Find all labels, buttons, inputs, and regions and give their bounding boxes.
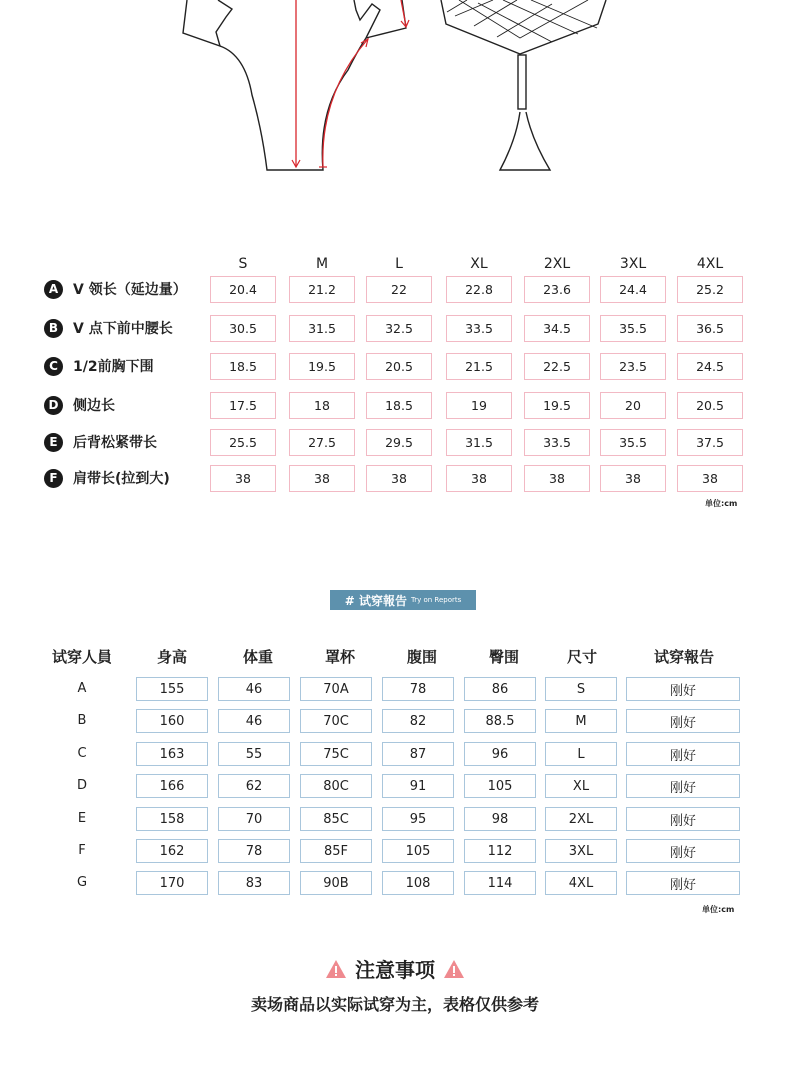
row-label-text: V 领长（延边量） [73, 282, 187, 298]
notes-body: 卖场商品以实际试穿为主，表格仅供参考 [250, 995, 539, 1014]
size-cell: 18.5 [210, 353, 276, 380]
tryon-cell: 166 [136, 774, 208, 798]
row-badge: B [44, 319, 63, 338]
tryon-title-badge [330, 590, 476, 610]
tryon-person: E [77, 811, 87, 826]
size-cell: 24.5 [677, 353, 743, 380]
tryon-cell: 75C [300, 742, 372, 766]
tryon-cell: 55 [218, 742, 290, 766]
row-badge: E [44, 433, 63, 452]
tryon-cell: 160 [136, 709, 208, 733]
tryon-cell: 90B [300, 871, 372, 895]
back-outline [441, 0, 606, 170]
tryon-cell: 98 [464, 807, 536, 831]
row-badge: C [44, 357, 63, 376]
size-cell: 38 [210, 465, 276, 492]
tryon-cell: 85F [300, 839, 372, 863]
size-cell: 38 [600, 465, 666, 492]
tryon-unit-label: 单位:cm [702, 905, 735, 914]
tryon-header: 腹围 [406, 648, 437, 666]
garment-diagram [0, 0, 790, 190]
tryon-header: 体重 [242, 648, 273, 666]
size-row-label [44, 317, 173, 339]
row-label-text: 侧边长 [73, 398, 115, 414]
tryon-badge-subtitle: Try on Reports [410, 596, 462, 604]
tryon-cell: 刚好 [626, 774, 740, 798]
tryon-cell: 80C [300, 774, 372, 798]
tryon-cell: 78 [218, 839, 290, 863]
tryon-cell: 46 [218, 677, 290, 701]
tryon-cell: 112 [464, 839, 536, 863]
size-cell: 23.6 [524, 276, 590, 303]
tryon-cell: 刚好 [626, 709, 740, 733]
size-cell: 19.5 [524, 392, 590, 419]
tryon-cell: 96 [464, 742, 536, 766]
warning-icon [325, 959, 347, 979]
tryon-header: 试穿報告 [653, 648, 714, 666]
size-row-label [44, 431, 157, 453]
row-badge: F [44, 469, 63, 488]
size-cell: 21.2 [289, 276, 355, 303]
tryon-header: 身高 [156, 648, 187, 666]
tryon-cell: 82 [382, 709, 454, 733]
tryon-cell: 4XL [545, 871, 617, 895]
tryon-header: 罩杯 [324, 648, 355, 666]
size-cell: 38 [446, 465, 512, 492]
size-unit-label: 单位:cm [705, 499, 738, 508]
size-cell: 19 [446, 392, 512, 419]
tryon-cell: 95 [382, 807, 454, 831]
tryon-cell: 87 [382, 742, 454, 766]
size-row-label [44, 278, 187, 300]
tryon-cell: 91 [382, 774, 454, 798]
tryon-badge-title: # 试穿報告 [344, 593, 407, 608]
measure-lines [292, 0, 409, 167]
tryon-cell: 108 [382, 871, 454, 895]
size-cell: 31.5 [446, 429, 512, 456]
tryon-header: 试穿人員 [51, 648, 112, 666]
notes-heading [0, 954, 790, 983]
row-badge: D [44, 396, 63, 415]
size-header-xl: XL [470, 256, 488, 272]
tryon-cell: 86 [464, 677, 536, 701]
tryon-header: 臀围 [488, 648, 519, 666]
size-header-m: M [315, 256, 329, 272]
tryon-cell: 刚好 [626, 742, 740, 766]
tryon-cell: 2XL [545, 807, 617, 831]
size-cell: 34.5 [524, 315, 590, 342]
size-cell: 35.5 [600, 429, 666, 456]
size-header-2xl: 2XL [543, 256, 571, 272]
size-cell: 23.5 [600, 353, 666, 380]
size-cell: 29.5 [366, 429, 432, 456]
size-header-l: L [395, 256, 403, 272]
row-label-text: 后背松紧带长 [73, 435, 157, 451]
tryon-person: F [78, 843, 86, 858]
tryon-cell: 78 [382, 677, 454, 701]
tryon-person: D [76, 778, 87, 793]
tryon-cell: 70 [218, 807, 290, 831]
front-outline [183, 0, 406, 170]
row-badge: A [44, 280, 63, 299]
size-cell: 22.8 [446, 276, 512, 303]
size-cell: 18 [289, 392, 355, 419]
row-label-text: 肩带长(拉到大) [73, 471, 170, 487]
size-cell: 33.5 [524, 429, 590, 456]
row-label-text: 1/2前胸下围 [73, 359, 154, 375]
tryon-header: 尺寸 [566, 648, 597, 666]
size-header-s: S [238, 256, 248, 272]
size-cell: 36.5 [677, 315, 743, 342]
tryon-cell: 162 [136, 839, 208, 863]
size-cell: 33.5 [446, 315, 512, 342]
tryon-cell: 85C [300, 807, 372, 831]
tryon-cell: 70C [300, 709, 372, 733]
warning-icon [443, 959, 465, 979]
tryon-person: G [76, 875, 88, 890]
size-cell: 19.5 [289, 353, 355, 380]
size-cell: 20.5 [366, 353, 432, 380]
size-cell: 20.5 [677, 392, 743, 419]
size-cell: 18.5 [366, 392, 432, 419]
size-cell: 20 [600, 392, 666, 419]
size-cell: 38 [366, 465, 432, 492]
size-cell: 27.5 [289, 429, 355, 456]
size-cell: 35.5 [600, 315, 666, 342]
tryon-cell: 62 [218, 774, 290, 798]
tryon-cell: 163 [136, 742, 208, 766]
size-row-label [44, 394, 115, 416]
tryon-cell: 155 [136, 677, 208, 701]
tryon-cell: 刚好 [626, 677, 740, 701]
size-row-label [44, 355, 154, 377]
tryon-cell: 70A [300, 677, 372, 701]
size-cell: 32.5 [366, 315, 432, 342]
size-cell: 30.5 [210, 315, 276, 342]
tryon-cell: 105 [382, 839, 454, 863]
tryon-person: A [77, 681, 87, 696]
tryon-cell: 刚好 [626, 871, 740, 895]
size-cell: 25.2 [677, 276, 743, 303]
tryon-cell: XL [545, 774, 617, 798]
tryon-person: B [77, 713, 87, 728]
tryon-cell: 114 [464, 871, 536, 895]
size-cell: 38 [289, 465, 355, 492]
size-cell: 22.5 [524, 353, 590, 380]
size-cell: 38 [677, 465, 743, 492]
size-cell: 21.5 [446, 353, 512, 380]
tryon-cell: 3XL [545, 839, 617, 863]
size-header-4xl: 4XL [696, 256, 724, 272]
tryon-person: C [77, 746, 87, 761]
tryon-cell: 88.5 [464, 709, 536, 733]
size-cell: 17.5 [210, 392, 276, 419]
size-cell: 24.4 [600, 276, 666, 303]
size-cell: 37.5 [677, 429, 743, 456]
size-header-3xl: 3XL [619, 256, 647, 272]
tryon-cell: 158 [136, 807, 208, 831]
row-label-text: V 点下前中腰长 [73, 321, 173, 337]
notes-title: 注意事项 [355, 958, 435, 982]
tryon-cell: 105 [464, 774, 536, 798]
tryon-cell: 170 [136, 871, 208, 895]
size-cell: 31.5 [289, 315, 355, 342]
tryon-cell: 83 [218, 871, 290, 895]
tryon-cell: 刚好 [626, 807, 740, 831]
tryon-cell: L [545, 742, 617, 766]
tryon-cell: M [545, 709, 617, 733]
size-cell: 38 [524, 465, 590, 492]
size-cell: 22 [366, 276, 432, 303]
tryon-cell: S [545, 677, 617, 701]
size-row-label [44, 467, 170, 489]
size-cell: 25.5 [210, 429, 276, 456]
tryon-cell: 46 [218, 709, 290, 733]
tryon-cell: 刚好 [626, 839, 740, 863]
size-cell: 20.4 [210, 276, 276, 303]
